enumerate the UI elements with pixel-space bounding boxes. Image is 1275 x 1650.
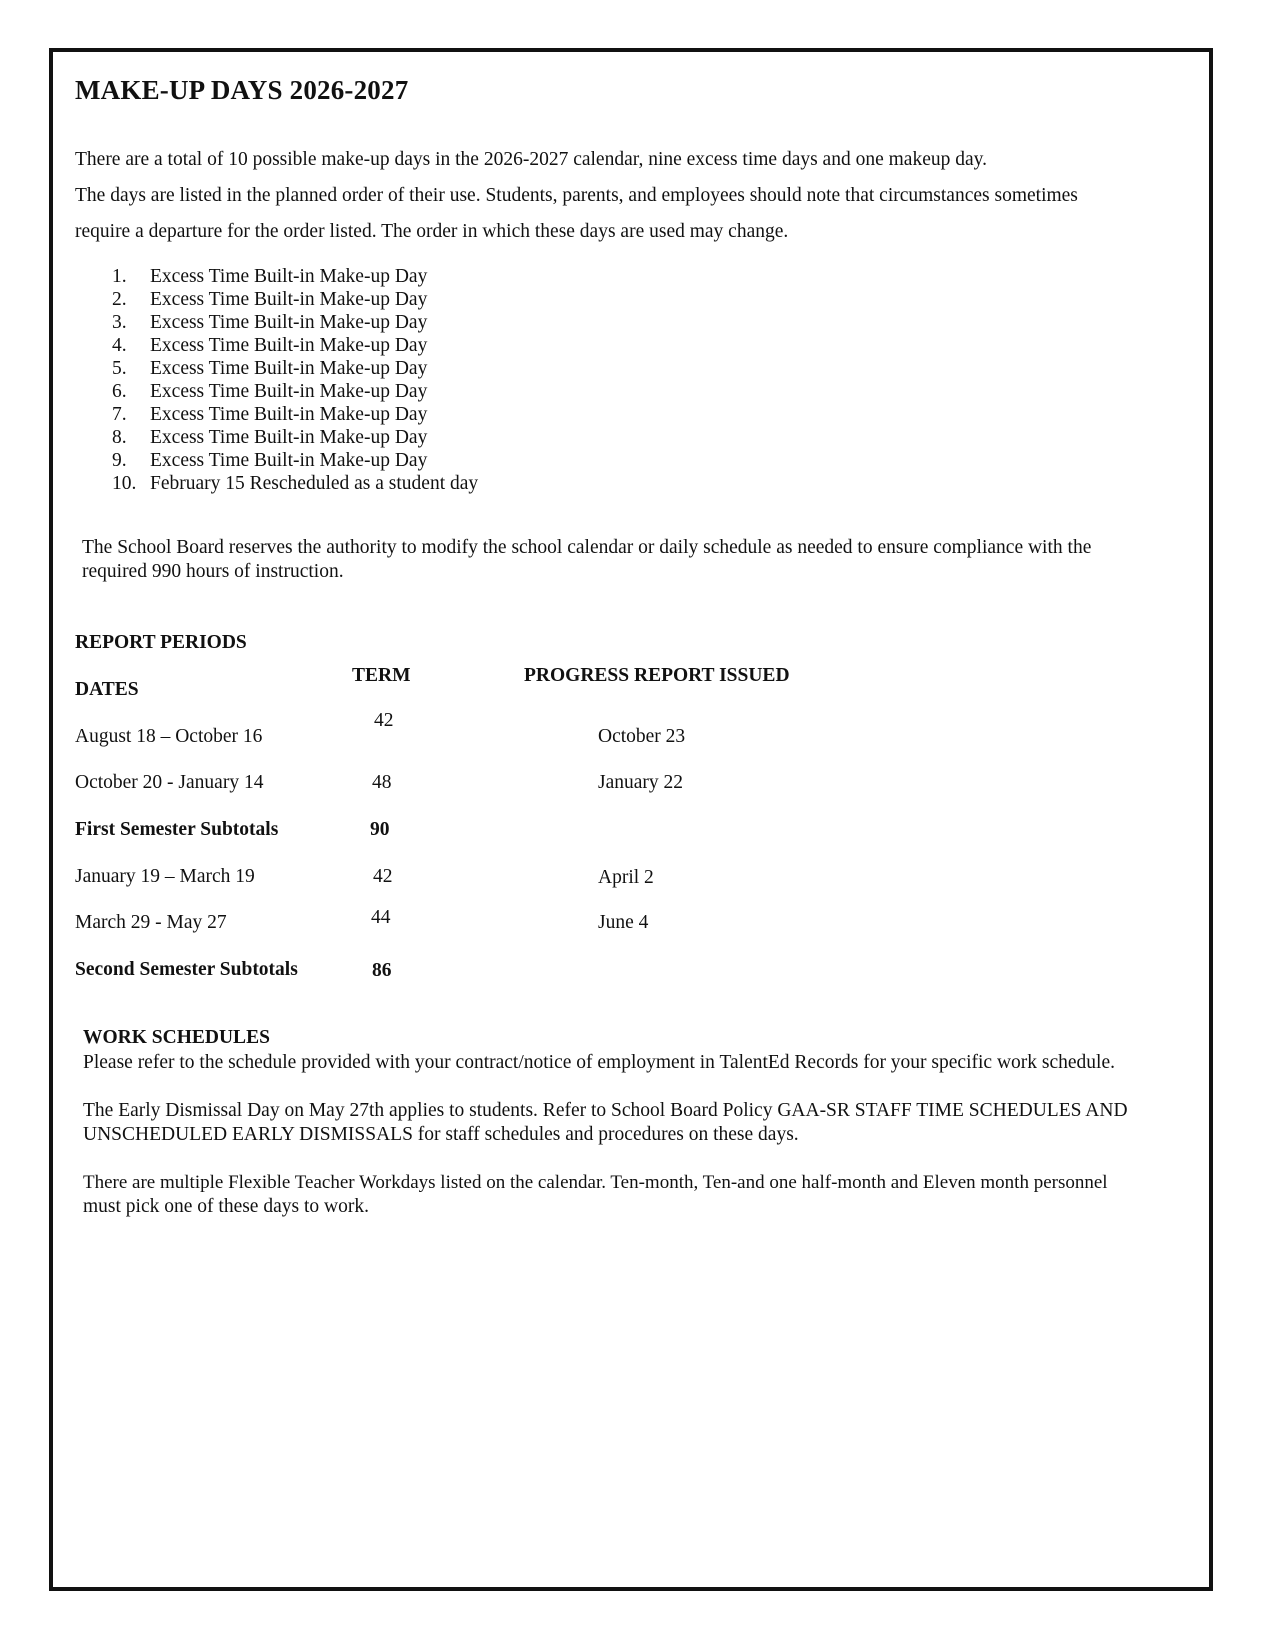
row-dates: August 18 – October 16 <box>75 726 263 747</box>
row-progress: June 4 <box>598 912 649 933</box>
intro-line-2: The days are listed in the planned order of their use. Students, parents, and employees should note that circumstances sometimes <box>75 185 1078 206</box>
list-item <box>112 358 427 380</box>
list-item-number: 1. <box>112 266 127 287</box>
row-term: 42 <box>374 710 394 731</box>
list-item-text: Excess Time Built-in Make-up Day <box>150 427 428 448</box>
list-item <box>112 266 427 288</box>
list-item-text: Excess Time Built-in Make-up Day <box>150 312 428 333</box>
row-progress: October 23 <box>598 726 686 747</box>
row-dates: First Semester Subtotals <box>75 819 279 840</box>
list-item-number: 8. <box>112 427 127 448</box>
list-item <box>112 312 427 334</box>
list-item-number: 7. <box>112 404 127 425</box>
page-title: MAKE-UP DAYS 2026-2027 <box>75 75 409 105</box>
board-note-line-1: The School Board reserves the authority to modify the school calendar or daily schedule as needed to ensure compliance with the <box>82 537 1092 558</box>
list-item <box>112 335 427 357</box>
intro-line-1: There are a total of 10 possible make-up days in the 2026-2027 calendar, nine excess time days and one makeup day. <box>75 149 987 170</box>
row-term: 44 <box>371 907 391 928</box>
work-schedules-paragraph-2-line-2: UNSCHEDULED EARLY DISMISSALS for staff schedules and procedures on these days. <box>83 1124 799 1145</box>
dates-column-header: DATES <box>75 679 139 700</box>
list-item-text: Excess Time Built-in Make-up Day <box>150 266 428 287</box>
row-progress: April 2 <box>598 867 654 888</box>
work-schedules-heading: WORK SCHEDULES <box>83 1027 270 1048</box>
intro-line-3: require a departure for the order listed. The order in which these days are used may change. <box>75 221 789 242</box>
work-schedules-paragraph-3-line-1: There are multiple Flexible Teacher Workdays listed on the calendar. Ten-month, Ten-and one half-month and Eleven month personnel <box>83 1172 1108 1193</box>
list-item-text: Excess Time Built-in Make-up Day <box>150 358 428 379</box>
list-item <box>112 427 427 449</box>
row-dates: March 29 - May 27 <box>75 912 227 933</box>
progress-column-header: PROGRESS REPORT ISSUED <box>524 665 790 686</box>
list-item <box>112 450 427 472</box>
list-item-text: Excess Time Built-in Make-up Day <box>150 335 428 356</box>
list-item-text: Excess Time Built-in Make-up Day <box>150 404 428 425</box>
list-item-number: 5. <box>112 358 127 379</box>
row-progress: January 22 <box>598 772 684 793</box>
term-column-header: TERM <box>352 665 411 686</box>
report-periods-heading: REPORT PERIODS <box>75 632 247 653</box>
work-schedules-paragraph-2-line-1: The Early Dismissal Day on May 27th applies to students. Refer to School Board Policy GAA-SR STAFF TIME SCHEDULES AND <box>83 1100 1128 1121</box>
list-item-number: 6. <box>112 381 127 402</box>
list-item-text: Excess Time Built-in Make-up Day <box>150 381 428 402</box>
list-item-number: 9. <box>112 450 127 471</box>
work-schedules-paragraph-1: Please refer to the schedule provided with your contract/notice of employment in TalentEd Records for your specific work schedule. <box>83 1052 1115 1073</box>
row-dates: October 20 - January 14 <box>75 772 264 793</box>
list-item <box>112 404 427 426</box>
list-item <box>112 381 427 403</box>
list-item <box>112 289 427 311</box>
list-item-text: Excess Time Built-in Make-up Day <box>150 450 428 471</box>
row-dates: Second Semester Subtotals <box>75 959 298 980</box>
work-schedules-paragraph-3-line-2: must pick one of these days to work. <box>83 1196 369 1217</box>
row-term: 90 <box>370 819 390 840</box>
row-term: 42 <box>373 866 393 887</box>
list-item-number: 4. <box>112 335 127 356</box>
list-item <box>112 473 478 495</box>
row-dates: January 19 – March 19 <box>75 866 255 887</box>
list-item-number: 2. <box>112 289 127 310</box>
list-item-text: Excess Time Built-in Make-up Day <box>150 289 428 310</box>
list-item-text: February 15 Rescheduled as a student day <box>150 473 479 494</box>
board-note-line-2: required 990 hours of instruction. <box>82 561 344 582</box>
row-term: 48 <box>372 772 392 793</box>
list-item-number: 3. <box>112 312 127 333</box>
list-item-number: 10. <box>112 473 137 494</box>
row-term: 86 <box>372 960 392 981</box>
